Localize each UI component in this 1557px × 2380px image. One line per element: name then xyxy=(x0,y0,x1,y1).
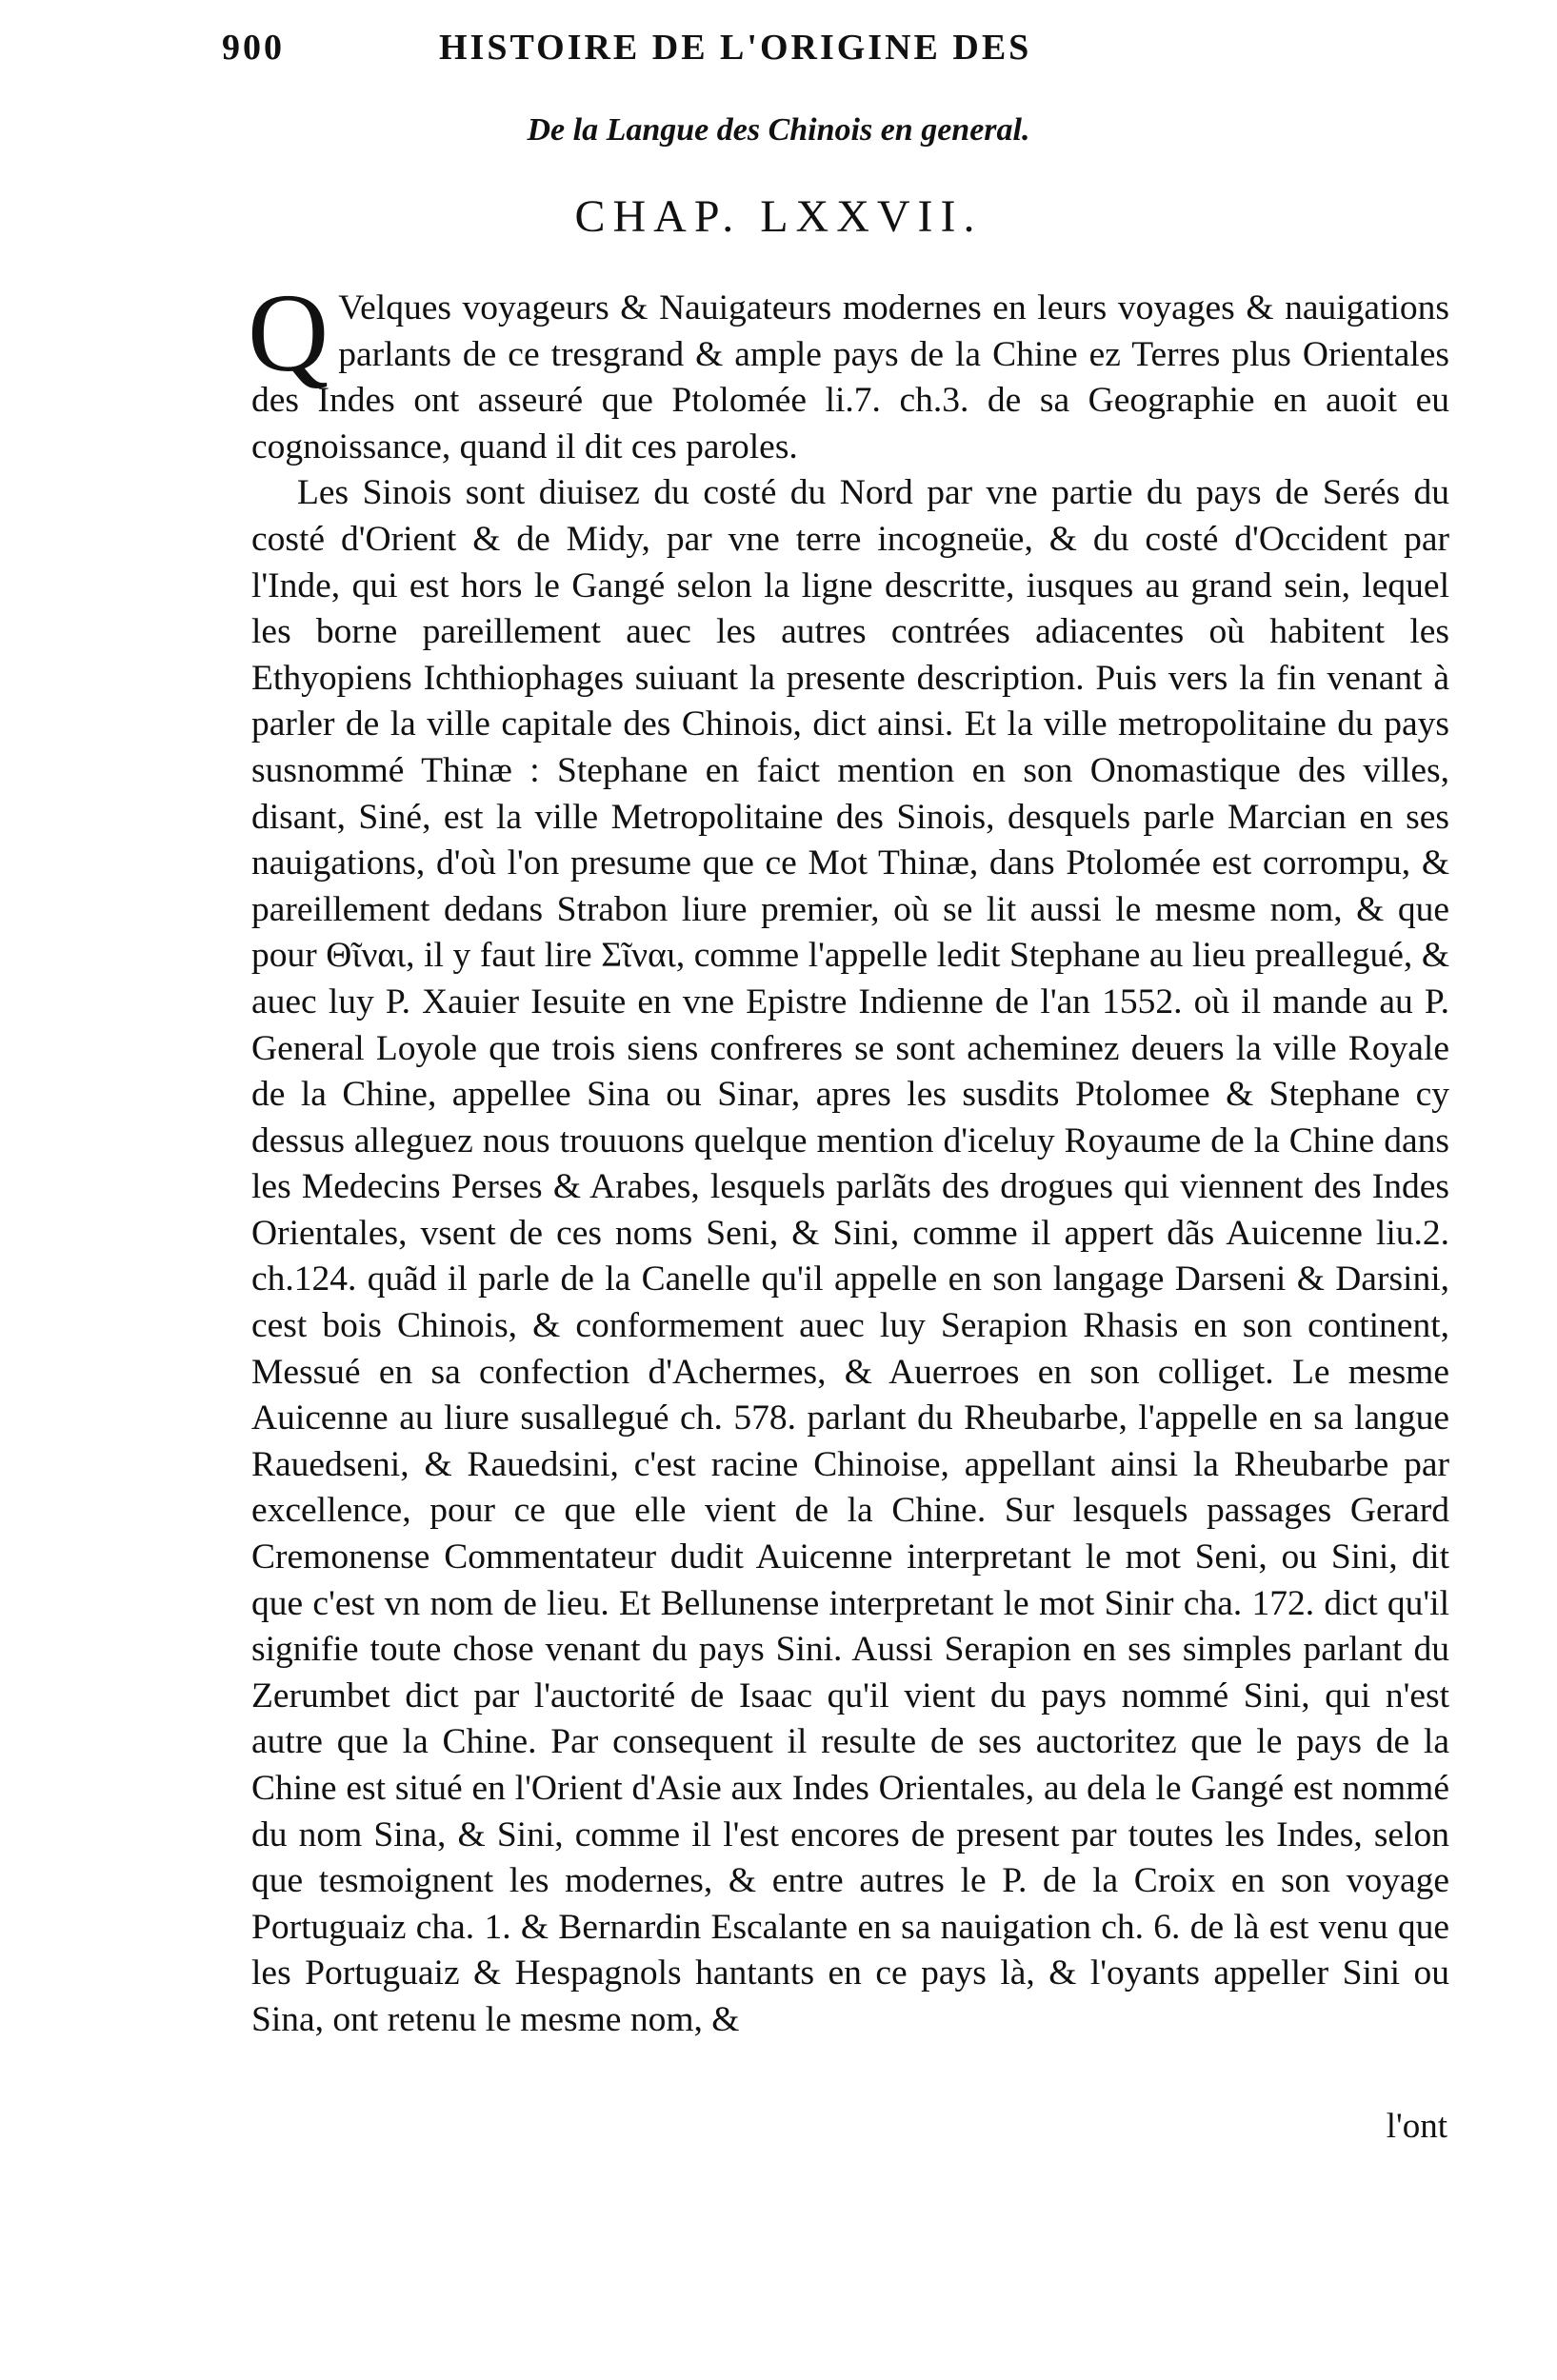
body-text xyxy=(248,270,1449,2044)
paragraph-1 xyxy=(248,270,1449,470)
paragraph-1-text: Velques voyageurs & Nauigateurs modernes en leurs voyages & nauigations parlants de ce tresgrand & ample pays de la Chine ez Terres plus Orientales des Indes ont asseuré que Ptolomée li.7. ch.3. de sa Geographie en auoit eu cognoissance, quand il dit ces paroles. xyxy=(251,288,1449,466)
chapter-heading: CHAP. LXXVII. xyxy=(574,191,983,242)
paragraph-2: Les Sinois sont diuisez du costé du Nord par vne partie du pays de Serés du costé d'Orient & de Midy, par vne terre incogneüe, & du costé d'Occident par l'Inde, qui est hors le Gangé selon la ligne descritte, iusques au grand sein, lequel les borne pareillement auec les autres contrées adiacentes où habitent les Ethyopiens Ichthiophages suiuant la presente description. Puis vers la fin venant à parler de la ville capitale des Chinois, dict ainsi. Et la ville metropolitaine du pays susnommé Thinæ : Stephane en faict mention en son Onomastique des villes, disant, Siné, est la ville Metropolitaine des Sinois, desquels parle Marcian en ses nauigations, d'où l'on presume que ce Mot Thinæ, dans Ptolomée est corrompu, & pareillement dedans Strabon liure premier, où se lit aussi le mesme nom, & que pour Θῖναι, il y faut lire Σῖναι, comme l'appelle ledit Stephane au lieu preallegué, & auec luy P. Xauier Iesuite en vne Epistre Indienne de l'an 1552. où il mande au P. General Loyole que trois siens confreres se sont acheminez deuers la ville Royale de la Chine, appellee Sina ou Sinar, apres les susdits Ptolomee & Stephane cy dessus alleguez nous trouuons quelque mention d'iceluy Royaume de la Chine dans les Medecins Perses & Arabes, lesquels parlãts des drogues qui viennent des Indes Orientales, vsent de ces noms Seni, & Sini, comme il appert dãs Auicenne liu.2. ch.124. quãd il parle de la Canelle qu'il appelle en son langage Darseni & Darsini, cest bois Chinois, & conformement auec luy Serapion Rhasis en son continent, Messué en sa confection d'Achermes, & Auerroes en son colliget. Le mesme Auicenne au liure susallegué ch. 578. parlant du Rheubarbe, l'appelle en sa langue Rauedseni, & Rauedsini, c'est racine Chinoise, appellant ainsi la Rheubarbe par excellence, pour ce que elle vient de la Chine. Sur lesquels passages Gerard Cremonense Commentateur dudit Auicenne interpretant le mot Seni, ou Sini, dit que c'est vn nom de lieu. Et Bellunense interpretant le mot Sinir cha. 172. dict qu'il signifie toute chose venant du pays Sini. Aussi Serapion en ses simples parlant du Zerumbet dict par l'auctorité de Isaac qu'il vient du pays nommé Sini, qui n'est autre que la Chine. Par consequent il resulte de ses auctoritez que le pays de la Chine est situé en l'Orient d'Asie aux Indes Orientales, au dela le Gangé est nommé du nom Sina, & Sini, comme il l'est encores de present par toutes les Indes, selon que tesmoignent les modernes, & entre autres le P. de la Croix en son voyage Portuguaiz cha. 1. & Bernardin Escalante en sa nauigation ch. 6. de là est venu que les Portuguaiz & Hespagnols hantants en ce pays là, & l'oyants appeller Sini ou Sina, ont retenu le mesme nom, & xyxy=(251,473,1449,2039)
drop-cap: Q xyxy=(248,270,329,395)
page-number: 900 xyxy=(222,28,285,68)
chapter-subtitle: De la Langue des Chinois en general. xyxy=(527,112,1030,148)
running-title: HISTOIRE DE L'ORIGINE DES xyxy=(439,28,1032,68)
page-header xyxy=(222,27,1231,74)
catchword: l'ont xyxy=(1386,2107,1447,2146)
